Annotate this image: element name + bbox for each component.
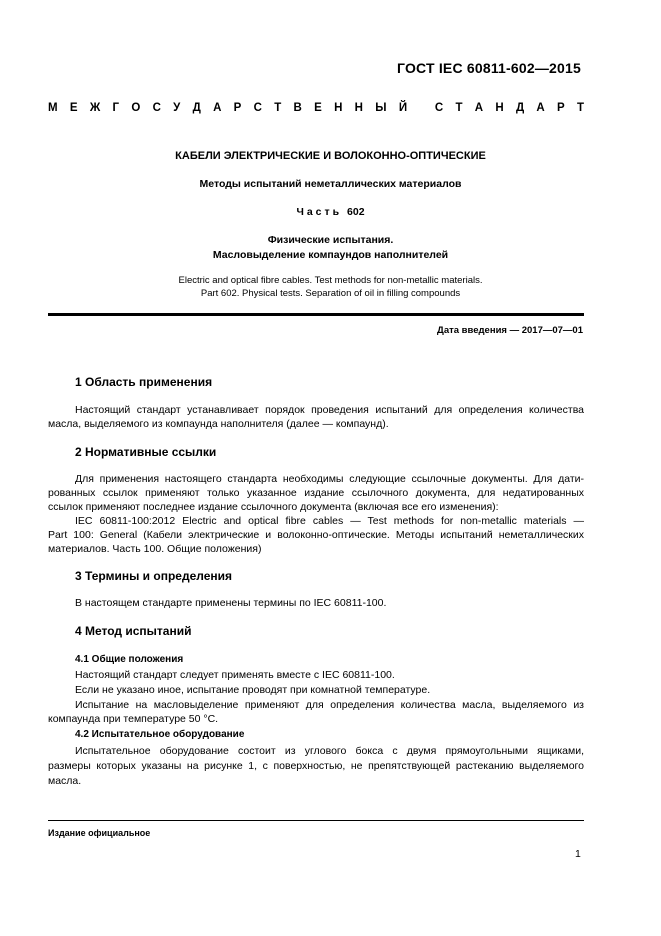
standard-type-letter: Т bbox=[455, 102, 463, 114]
standard-type-letter: Г bbox=[112, 102, 120, 114]
section-1-line: масла, выделяемого из компаунда наполнителя (далее — компаунд). bbox=[48, 418, 389, 430]
section-4-heading: 4 Метод испытаний bbox=[75, 624, 192, 638]
standard-type-letter: А bbox=[213, 102, 222, 114]
intro-date: Дата введения — 2017—07—01 bbox=[437, 325, 583, 336]
part-number: 602 bbox=[347, 206, 365, 218]
standard-type-letter: А bbox=[474, 102, 484, 114]
standard-type-letter: С bbox=[434, 102, 444, 114]
section-2-line: ссылок применяют последнее издание ссылочного документа (включая все его изменения): bbox=[48, 501, 499, 513]
edition-label: Издание официальное bbox=[48, 828, 151, 838]
subsection-4-1-heading: 4.1 Общие положения bbox=[75, 654, 184, 665]
section-3-heading: 3 Термины и определения bbox=[75, 569, 233, 583]
part-label bbox=[0, 206, 661, 218]
gost-code: ГОСТ IEC 60811-602—2015 bbox=[397, 60, 581, 76]
section-2-line: Для применения настоящего стандарта необходимы следующие ссылочные документы. Для дати- bbox=[75, 473, 584, 485]
title-main: КАБЕЛИ ЭЛЕКТРИЧЕСКИЕ И ВОЛОКОННО-ОПТИЧЕСКИЕ bbox=[175, 150, 486, 162]
standard-type-letter: С bbox=[253, 102, 262, 114]
section-4-line: Настоящий стандарт следует применять вместе с IEC 60811-100. bbox=[75, 669, 395, 681]
standard-type-letter: О bbox=[131, 102, 141, 114]
title-english-2: Part 602. Physical tests. Separation of oil in filling compounds bbox=[200, 288, 461, 299]
section-3-line: В настоящем стандарте применены термины по IEC 60811-100. bbox=[75, 597, 387, 609]
title-physical-2: Масловыделение компаундов наполнителей bbox=[212, 249, 449, 261]
standard-type-letter: М bbox=[48, 102, 58, 114]
standard-type-letter: Ж bbox=[89, 102, 101, 114]
section-2-line: Part 100: General (Кабели электрические и волоконно-оптические. Методы испытаний неметаллических bbox=[48, 529, 584, 541]
section-4-line: компаунда при температуре 50 °С. bbox=[48, 713, 219, 725]
standard-type-letter: Й bbox=[398, 102, 408, 114]
standard-type-letter: В bbox=[293, 102, 302, 114]
standard-type-letter: Е bbox=[69, 102, 78, 114]
standard-type-letter: Д bbox=[515, 102, 525, 114]
header-divider bbox=[48, 313, 584, 316]
title-physical-1: Физические испытания. bbox=[267, 234, 394, 246]
standard-type-letter: Н bbox=[354, 102, 363, 114]
page-number: 1 bbox=[575, 848, 581, 860]
part-word: Часть bbox=[296, 206, 343, 218]
section-4-line: Если не указано иное, испытание проводят при комнатной температуре. bbox=[75, 684, 431, 696]
standard-type-letter: Н bbox=[334, 102, 343, 114]
section-2-line: материалов. Часть 100. Общие положения) bbox=[48, 543, 262, 555]
section-2-line: рованных ссылок применяют только указанное издание ссылочного документа, для недатированных bbox=[48, 487, 584, 499]
standard-type-letter: Р bbox=[557, 102, 565, 114]
section-2-heading: 2 Нормативные ссылки bbox=[75, 445, 217, 459]
standard-type-heading bbox=[48, 102, 584, 114]
section-1-heading: 1 Область применения bbox=[75, 375, 213, 389]
footer-divider bbox=[48, 820, 584, 821]
section-2-line: IEC 60811-100:2012 Electric and optical fibre cables — Test methods for non-metallic materials — bbox=[75, 515, 584, 527]
standard-type-letter: Т bbox=[576, 102, 584, 114]
standard-type-letter: Д bbox=[192, 102, 201, 114]
standard-type-letter: Е bbox=[314, 102, 322, 114]
standard-type-letter: С bbox=[152, 102, 161, 114]
standard-type-letter: А bbox=[536, 102, 545, 114]
standard-type-letter bbox=[419, 102, 422, 114]
section-4-line: Испытательное оборудование состоит из углового бокса с двумя прямоугольными ящиками, bbox=[75, 745, 584, 757]
standard-type-letter: Т bbox=[274, 102, 282, 114]
title-sub: Методы испытаний неметаллических материалов bbox=[199, 178, 462, 190]
standard-type-letter: Н bbox=[495, 102, 504, 114]
standard-type-letter: Р bbox=[233, 102, 242, 114]
standard-type-letter: Ы bbox=[375, 102, 387, 114]
section-1-line: Настоящий стандарт устанавливает порядок проведения испытаний для определения количества bbox=[75, 404, 584, 416]
section-4-line: размеры которых указаны на рисунке 1, с поверхностью, не препятствующей растеканию выделяемого bbox=[48, 760, 584, 772]
standard-type-letter: У bbox=[173, 102, 181, 114]
section-4-line: масла. bbox=[48, 775, 82, 787]
section-4-line: Испытание на масловыделение применяют для определения количества масла, выделяемого из bbox=[75, 699, 584, 711]
title-english-1: Electric and optical fibre cables. Test methods for non-metallic materials. bbox=[178, 275, 483, 286]
subsection-4-2-heading: 4.2 Испытательное оборудование bbox=[75, 729, 245, 740]
